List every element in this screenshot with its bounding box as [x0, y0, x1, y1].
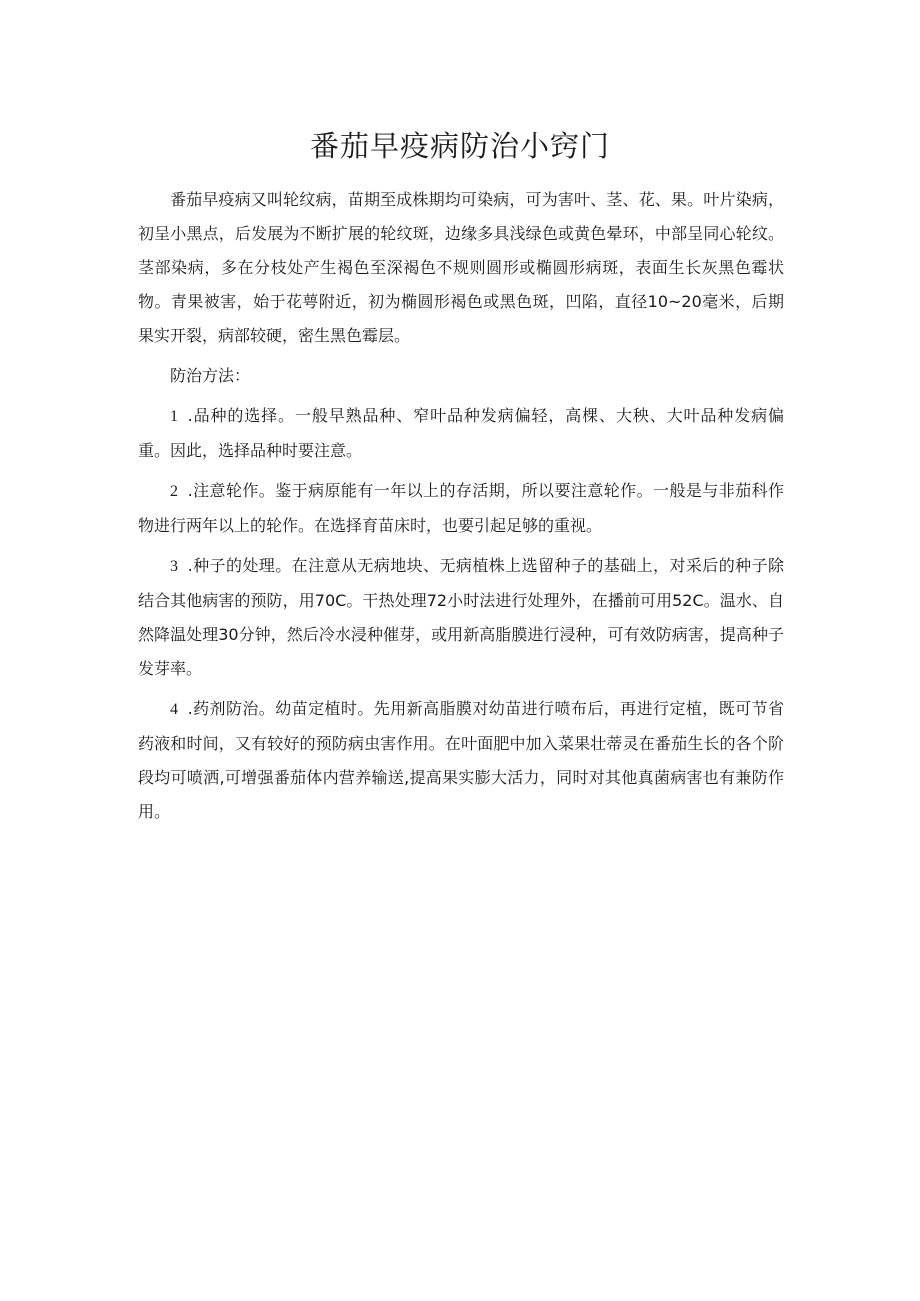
- method-text: .注意轮作。鉴于病原能有一年以上的存活期，所以要注意轮作。一般是与非茄科作物进行两年以上的轮作。在选择育苗床时，也要引起足够的重视。: [138, 481, 784, 535]
- method-item-4: [138, 692, 784, 829]
- methods-heading: 防治方法：: [170, 366, 251, 385]
- method-number: 3: [170, 558, 178, 575]
- method-number: 2: [170, 483, 178, 500]
- method-item-1: [138, 399, 784, 468]
- method-number: 1: [170, 408, 178, 425]
- method-item-2: [138, 474, 784, 543]
- method-text: .药剂防治。幼苗定植时。先用新高脂膜对幼苗进行喷布后，再进行定植，既可节省药液和时间，又有较好的预防病虫害作用。在叶面肥中加入菜果壮蒂灵在番茄生长的各个阶段均可喷洒,可增强番茄体内营养输送,提高果实膨大活力，同时对其他真菌病害也有兼防作用。: [138, 699, 784, 821]
- document-title: 番茄早疫病防治小窍门: [309, 129, 610, 163]
- method-number: 4: [170, 701, 178, 718]
- method-item-3: [138, 549, 784, 686]
- method-text: .品种的选择。一般早熟品种、窄叶品种发病偏轻，高棵、大秧、大叶品种发病偏重。因此，选择品种时要注意。: [138, 406, 784, 460]
- method-text: .种子的处理。在注意从无病地块、无病植株上选留种子的基础上，对采后的种子除结合其他病害的预防，用70C。干热处理72小时法进行处理外，在播前可用52C。温水、自然降温处理30分钟，然后冷水浸种催芽，或用新高脂膜进行浸种，可有效防病害，提高种子发芽率。: [138, 556, 784, 678]
- intro-paragraph: 番茄早疫病又叫轮纹病，苗期至成株期均可染病，可为害叶、茎、花、果。叶片染病，初呈小黑点，后发展为不断扩展的轮纹斑，边缘多具浅绿色或黄色晕环，中部呈同心轮纹。茎部染病，多在分枝处产生褐色至深褐色不规则圆形或椭圆形病斑，表面生长灰黑色霉状物。青果被害，始于花萼附近，初为椭圆形褐色或黑色斑，凹陷，直径10~20毫米，后期果实开裂，病部较硬，密生黑色霉层。: [138, 190, 784, 345]
- document-body: [138, 183, 784, 835]
